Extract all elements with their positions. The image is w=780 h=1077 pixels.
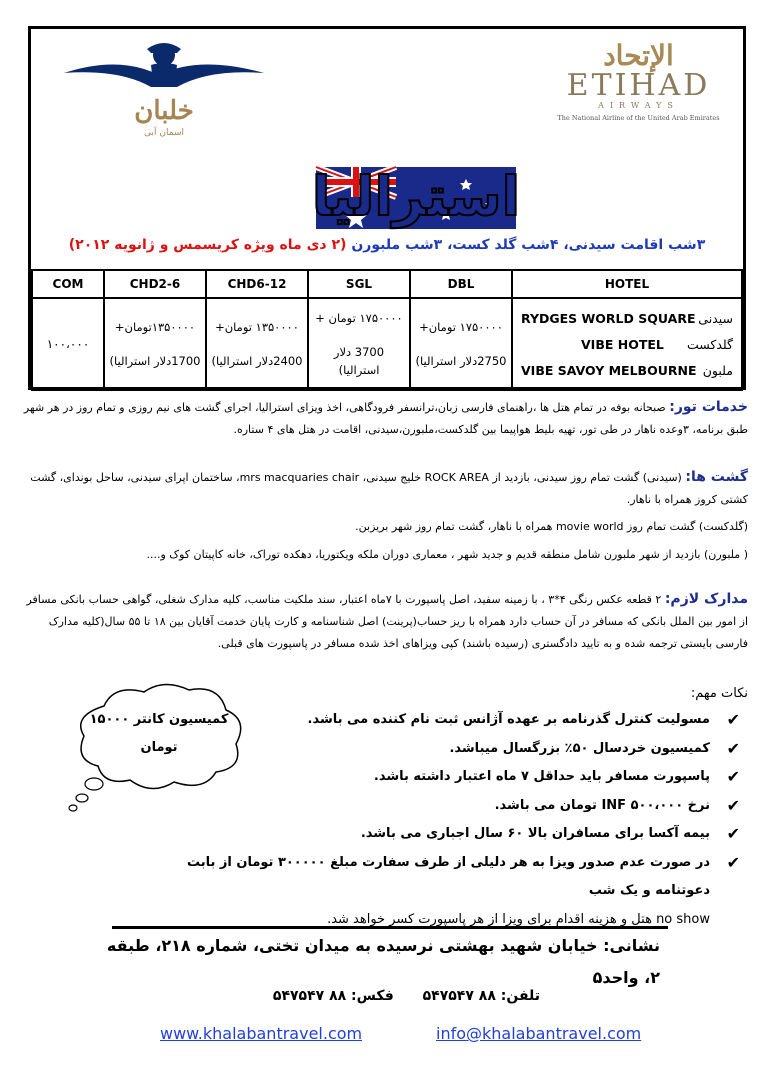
rates-header-row xyxy=(32,270,742,298)
tours-goldcoast-text: (گلدکست) گشت تمام روز movie world همراه با ناهار، گشت تمام روز شهر بریزبن. xyxy=(355,520,748,533)
phone-number: تلفن: ۸۸ ۵۴۷۵۴۷ xyxy=(422,988,540,1004)
etihad-tagline: The National Airline of the United Arab Emirates xyxy=(557,114,720,122)
hotel-name: VIBE SAVOY MELBOURNE xyxy=(521,362,697,378)
checkmark-icon: ✔ xyxy=(726,710,740,729)
note-text: پاسپورت مسافر باید حداقل ۷ ماه اعتبار داشته باشد. xyxy=(373,769,710,784)
etihad-english: ETIHAD xyxy=(566,68,711,103)
notes-title: نکات مهم: xyxy=(690,686,748,701)
tours-melbourne-section xyxy=(18,544,748,566)
cell-chd6-12 xyxy=(206,298,308,390)
services-text: صبحانه بوفه در تمام هتل ها ،راهنمای فارسی زبان،ترانسفر فرودگاهی، اخذ ویزای استرالیا، اجرای گشت های نیم روزی و تمام روز در هر شهر طبق برنامه، ۳وعده ناهار در طی تور، تهیه بلیط هواپیما بین گلدکست،ملبورن،سیدنی، اقامت در هتل های ۴ ستاره. xyxy=(23,401,748,436)
services-label: خدمات تور: xyxy=(669,399,748,415)
header-chd6-12: CHD6-12 xyxy=(206,270,308,298)
list-item xyxy=(140,735,740,764)
rates-table xyxy=(31,269,743,391)
header-frame xyxy=(28,26,746,390)
fax-number: فکس: ۸۸ ۵۴۷۵۴۷ xyxy=(272,988,394,1004)
khalaban-logo-sub: اسمان آبی xyxy=(144,128,184,138)
tours-goldcoast-section xyxy=(18,516,748,538)
header-sgl: SGL xyxy=(308,270,410,298)
tours-melbourne-text: ( ملبورن) بازدید از شهر ملبورن شامل منطقه قدیم و جدید شهر ، معماری دوران ملکه ویکتوریا، دهکده توراک، خانه کاپیتان کوک و.... xyxy=(146,548,748,561)
etihad-logo xyxy=(536,37,741,137)
header-com: COM xyxy=(32,270,104,298)
hotel-row xyxy=(521,331,733,357)
subtitle-nights: ۳شب اقامت سیدنی، ۴شب گلد کست، ۳شب ملبورن xyxy=(351,237,706,253)
cloud-line-1: کمیسیون کانتر ۱۵۰۰۰ xyxy=(89,712,229,727)
etihad-arabic: الإتحاد xyxy=(603,39,674,72)
hotel-row xyxy=(521,357,733,383)
services-section xyxy=(18,396,748,441)
list-item xyxy=(140,792,740,821)
title-block xyxy=(296,149,536,244)
etihad-airways: AIRWAYS xyxy=(598,101,679,110)
documents-text: ۲ قطعه عکس رنگی ۴*۳ ، با زمینه سفید، اصل پاسپورت با ۷ماه اعتبار، سند ملکیت مناسب، کلیه مدارک شغلی، گواهی حساب بانکی مسافر از امور بین الملل بانکی که مسافر در آن حساب دارد همراه با ریز حساب(پرینت) اصل شناسنامه و کارت پایان خدمت آقایان بین ۱۸ تا ۵۵ سال(کلیه مدارک فارسی بایستی ترجمه شده و به تایید دادگستری (رسیده باشند) کپی ویزاهای اخذ شده مسافر در پاسپورت های قبلی. xyxy=(26,593,748,650)
checkmark-icon: ✔ xyxy=(726,738,740,758)
notes-list xyxy=(140,706,740,934)
email-link[interactable]: info@khalabantravel.com xyxy=(436,1024,642,1043)
footer-divider xyxy=(112,926,668,929)
page-title: استرالیا xyxy=(311,165,521,228)
cell-sgl xyxy=(308,298,410,390)
list-item xyxy=(140,763,740,792)
tour-subtitle xyxy=(31,237,743,253)
list-item xyxy=(140,820,740,849)
note-text-continued: no show هتل و هزینه اقدام برای ویزا از هر پاسپورت کسر خواهد شد. xyxy=(327,911,710,927)
hotel-city: گلدکست xyxy=(686,336,733,352)
checkmark-icon: ✔ xyxy=(726,767,740,786)
footer-phones xyxy=(260,984,540,1008)
footer-links xyxy=(150,1024,642,1048)
chd6-12-toman: ۱۳۵۰۰۰۰ تومان+ xyxy=(215,320,299,334)
tours-sydney-section xyxy=(18,466,748,511)
hotel-name: RYDGES WORLD SQUARE xyxy=(521,310,696,326)
cell-dbl xyxy=(410,298,512,390)
tours-label: گشت ها: xyxy=(685,469,748,485)
checkmark-icon: ✔ xyxy=(726,824,740,843)
hotel-name: VIBE HOTEL xyxy=(581,336,664,352)
dbl-toman: ۱۷۵۰۰۰۰ تومان+ xyxy=(419,320,503,334)
chd2-6-aud: 1700دلار استرالیا) xyxy=(109,354,201,368)
khalaban-logo xyxy=(59,35,269,138)
pilot-wings-icon xyxy=(59,35,269,95)
dbl-aud: 2750دلار استرالیا) xyxy=(415,354,507,368)
footer-address: نشانی: خیابان شهید بهشتی نرسیده به میدان تختی، شماره ۲۱۸، طبقه ۲، واحد۵ xyxy=(106,936,660,987)
cloud-line-2: تومان xyxy=(140,740,178,755)
hotel-city: سیدنی xyxy=(698,310,733,326)
cell-chd2-6 xyxy=(104,298,206,390)
rates-row xyxy=(32,298,742,390)
cell-com: ۱۰۰،۰۰۰ xyxy=(32,298,104,390)
khalaban-logo-text: خلبان xyxy=(134,96,194,126)
sgl-aud: 3700 دلار استرالیا) xyxy=(333,345,385,377)
note-text: مسولیت کنترل گذرنامه بر عهده آژانس ثبت نام کننده می باشد. xyxy=(307,712,710,727)
header-hotel: HOTEL xyxy=(512,270,742,298)
documents-section xyxy=(18,588,748,655)
chd2-6-toman: ۱۳۵۰۰۰۰تومان+ xyxy=(114,320,196,334)
header-chd2-6: CHD2-6 xyxy=(104,270,206,298)
checkmark-icon: ✔ xyxy=(726,795,740,815)
note-text: کمیسیون خردسال ۵۰٪ بزرگسال میباشد. xyxy=(449,740,710,756)
note-text: در صورت عدم صدور ویزا به هر دلیلی از طرف سفارت مبلغ ۳۰۰۰۰۰ تومان از بابت دعوتنامه و یک شب xyxy=(186,854,710,898)
tours-sydney-text: (سیدنی) گشت تمام روز سیدنی، بازدید از ROCK AREA خلیج سیدنی، mrs macquaries chair، ساختمان اپرای سیدنی، ساحل بوندای، گشت کشتی کروز همراه با ناهار. xyxy=(30,471,748,506)
sgl-toman: ۱۷۵۰۰۰۰ تومان + xyxy=(315,311,403,325)
list-item xyxy=(140,706,740,735)
subtitle-dates: (۲ دی ماه ویژه کریسمس و ژانویه ۲۰۱۲) xyxy=(68,237,347,253)
note-text: نرخ INF ۵۰۰،۰۰۰ تومان می باشد. xyxy=(494,797,710,813)
logo-bar xyxy=(31,29,743,139)
cell-hotels xyxy=(512,298,742,390)
hotel-city: ملبون xyxy=(702,362,733,378)
header-dbl: DBL xyxy=(410,270,512,298)
chd6-12-aud: 2400دلار استرالیا) xyxy=(211,354,303,368)
checkmark-icon: ✔ xyxy=(726,852,740,872)
hotel-row xyxy=(521,305,733,331)
website-link[interactable]: www.khalabantravel.com xyxy=(160,1024,363,1043)
documents-label: مدارک لازم: xyxy=(664,591,748,607)
list-item xyxy=(140,849,740,935)
note-text: بیمه آکسا برای مسافران بالا ۶۰ سال اجباری می باشد. xyxy=(360,826,710,841)
